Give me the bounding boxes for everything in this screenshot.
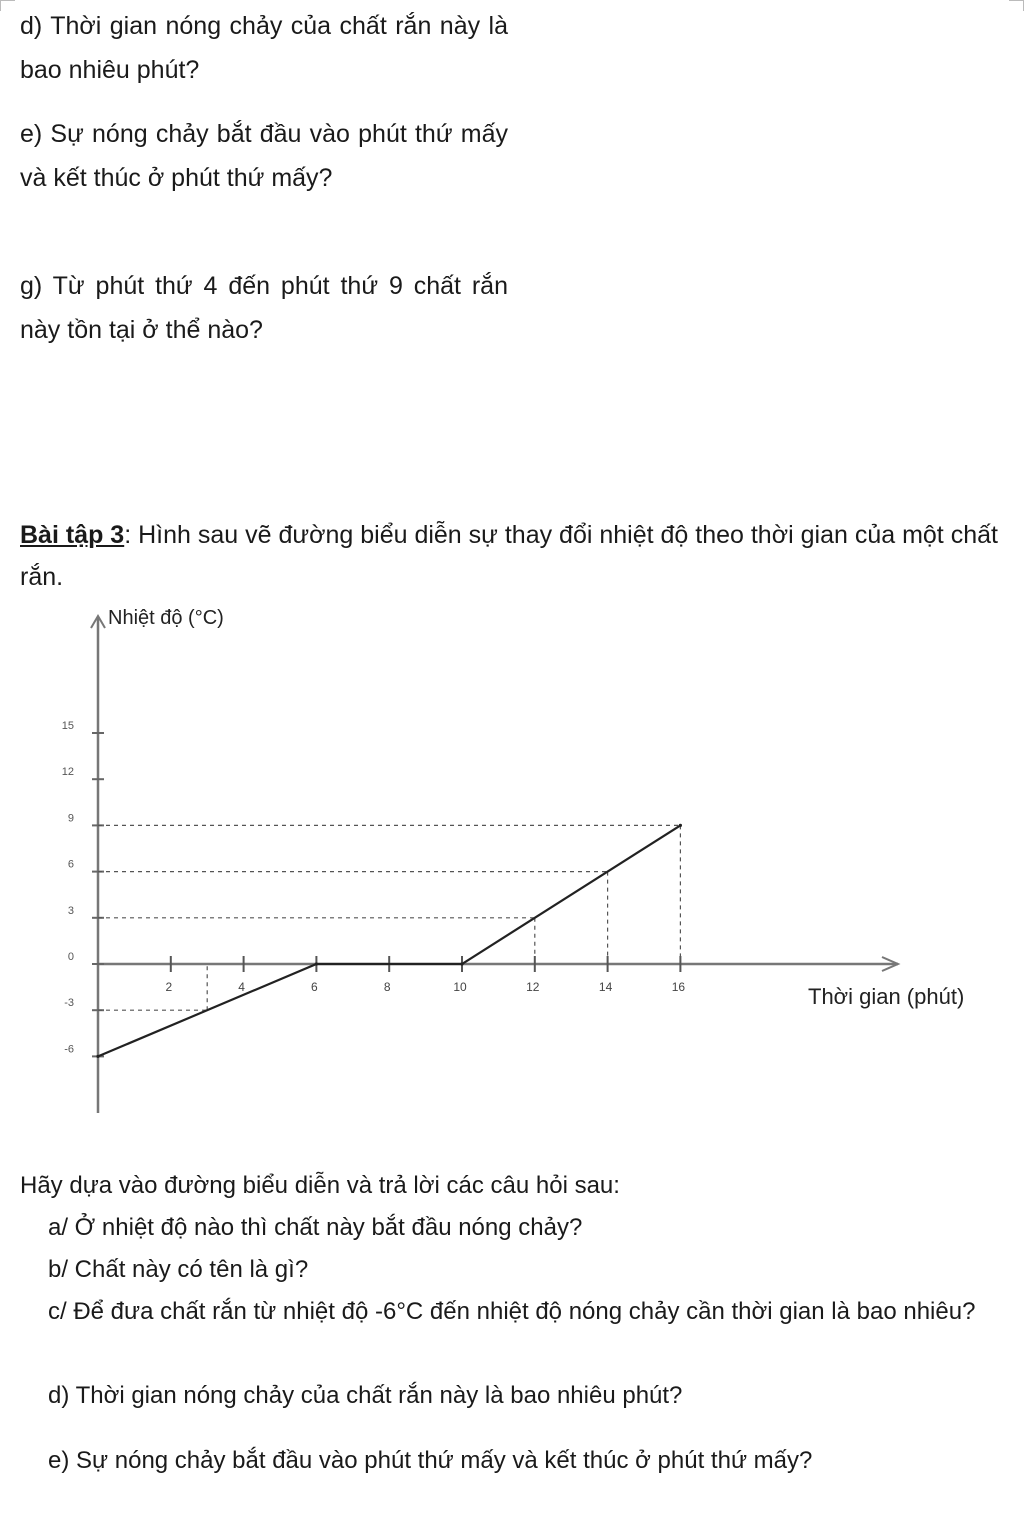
data-series	[96, 824, 682, 1058]
x-axis-label: Thời gian (phút)	[808, 984, 965, 1009]
temperature-chart	[0, 598, 1024, 1128]
y-tick-label: -3	[64, 997, 74, 1010]
page-corner-left	[0, 0, 15, 11]
y-tick-label: 12	[61, 766, 74, 779]
y-tick-label: 15	[61, 720, 74, 732]
instructions: Hãy dựa vào đường biểu diễn và trả lời các câu hỏi sau:	[20, 1172, 620, 1199]
data-point	[679, 824, 682, 827]
data-point	[96, 1055, 99, 1058]
x-axis	[98, 957, 898, 971]
exercise-heading	[20, 514, 1005, 598]
x-tick-label: 4	[238, 980, 245, 994]
x-tick-label: 2	[165, 980, 173, 994]
exercise-label: Bài tập 3	[20, 521, 125, 549]
question-e-top: e) Sự nóng chảy bắt đầu vào phút thứ mấy và kết thúc ở phút thứ mấy?	[20, 120, 508, 192]
y-axis-label: Nhiệt độ (°C)	[108, 607, 224, 629]
question-a: a/ Ở nhiệt độ nào thì chất này bắt đầu nóng chảy?	[48, 1214, 583, 1241]
question-d-top: d) Thời gian nóng chảy của chất rắn này là bao nhiêu phút?	[20, 12, 508, 84]
question-d: d) Thời gian nóng chảy của chất rắn này là bao nhiêu phút?	[48, 1382, 683, 1409]
y-tick-label: 0	[67, 951, 74, 963]
y-tick-label: -6	[64, 1043, 74, 1056]
x-tick-label: 12	[526, 980, 540, 994]
data-point	[315, 962, 318, 965]
x-tick-label: 16	[671, 980, 686, 994]
x-tick-label: 14	[598, 980, 613, 994]
exercise-text: : Hình sau vẽ đường biểu diễn sự thay đổi nhiệt độ theo thời gian của một chất rắn.	[20, 521, 998, 591]
x-tick-label: 6	[311, 980, 318, 994]
y-tick-label: 3	[67, 904, 74, 917]
x-tick-label: 10	[453, 980, 467, 994]
question-b: b/ Chất này có tên là gì?	[48, 1256, 309, 1283]
series-line	[98, 825, 680, 1056]
y-axis	[91, 616, 105, 1113]
question-e: e) Sự nóng chảy bắt đầu vào phút thứ mấy và kết thúc ở phút thứ mấy?	[48, 1447, 813, 1474]
x-tick-label: 8	[383, 980, 391, 994]
y-tick-label: 6	[67, 858, 74, 871]
data-point	[460, 962, 463, 965]
question-c: c/ Để đưa chất rắn từ nhiệt độ -6°C đến nhiệt độ nóng chảy cần thời gian là bao nhiêu?	[48, 1298, 976, 1325]
y-tick-label: 9	[67, 812, 74, 825]
question-g-top: g) Từ phút thứ 4 đến phút thứ 9 chất rắn này tồn tại ở thể nào?	[20, 272, 508, 344]
page-corner-right	[1009, 0, 1024, 11]
